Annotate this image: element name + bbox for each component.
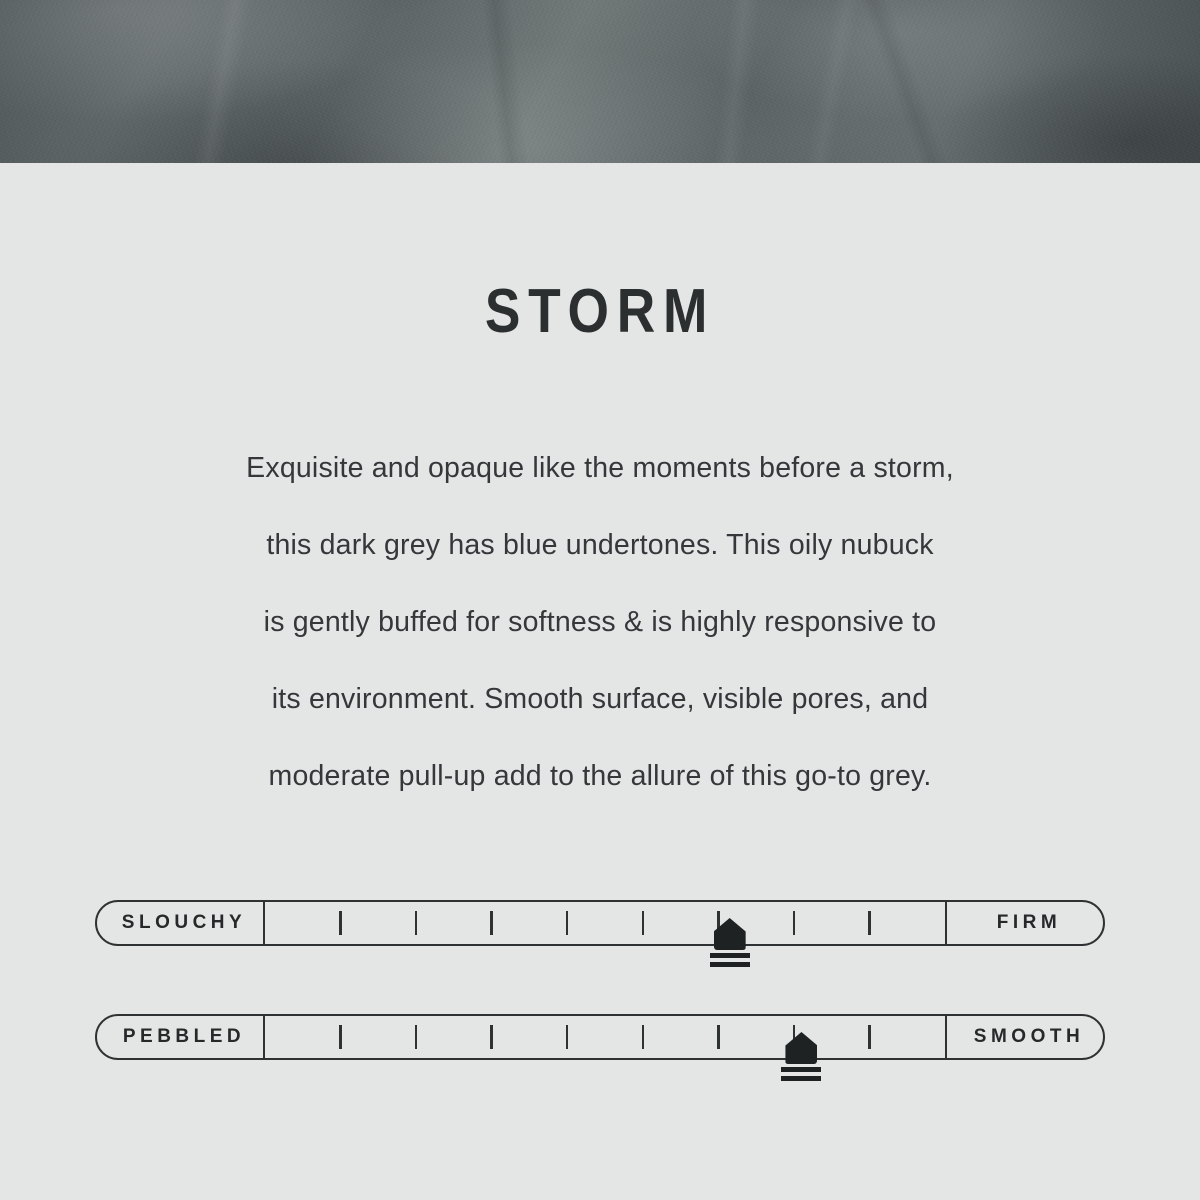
slider-tick xyxy=(339,911,342,935)
slider-tick xyxy=(490,1025,493,1049)
slider-texture[interactable] xyxy=(95,1014,1105,1060)
slider-left-label: SLOUCHY xyxy=(95,900,265,946)
description-line: moderate pull-up add to the allure of this go-to grey. xyxy=(268,760,932,792)
marker-pin-icon xyxy=(714,918,746,950)
slider-tick xyxy=(415,1025,418,1049)
leather-swatch-photo xyxy=(0,0,1200,163)
slider-tick xyxy=(717,1025,720,1049)
description-line: its environment. Smooth surface, visible pores, and xyxy=(271,683,929,715)
slider-tick xyxy=(415,911,418,935)
slider-tick xyxy=(642,911,645,935)
slider-temper[interactable] xyxy=(95,900,1105,946)
slider-marker[interactable] xyxy=(710,918,750,972)
description-text xyxy=(150,430,1050,815)
slider-tick xyxy=(490,911,493,935)
slider-right-label: FIRM xyxy=(945,900,1105,946)
description-line: this dark grey has blue undertones. This oily nubuck xyxy=(266,529,934,561)
slider-marker[interactable] xyxy=(781,1032,821,1086)
marker-bar-upper xyxy=(710,953,750,958)
slider-tick xyxy=(566,1025,569,1049)
marker-bar-lower xyxy=(781,1076,821,1081)
photo-vignette xyxy=(0,0,1200,163)
slider-right-label: SMOOTH xyxy=(945,1014,1105,1060)
slider-tick xyxy=(566,911,569,935)
description-line: Exquisite and opaque like the moments before a storm, xyxy=(246,452,954,484)
marker-pin-icon xyxy=(785,1032,817,1064)
page-title: STORM xyxy=(484,277,716,346)
slider-tick xyxy=(339,1025,342,1049)
attribute-sliders xyxy=(95,900,1105,1128)
marker-bar-lower xyxy=(710,962,750,967)
marker-bar-upper xyxy=(781,1067,821,1072)
slider-tick xyxy=(868,1025,871,1049)
slider-ticks xyxy=(265,1014,945,1060)
description-line: is gently buffed for softness & is highly responsive to xyxy=(263,606,937,638)
slider-tick xyxy=(793,911,796,935)
slider-tick xyxy=(642,1025,645,1049)
slider-ticks xyxy=(265,900,945,946)
slider-left-label: PEBBLED xyxy=(95,1014,265,1060)
slider-tick xyxy=(868,911,871,935)
